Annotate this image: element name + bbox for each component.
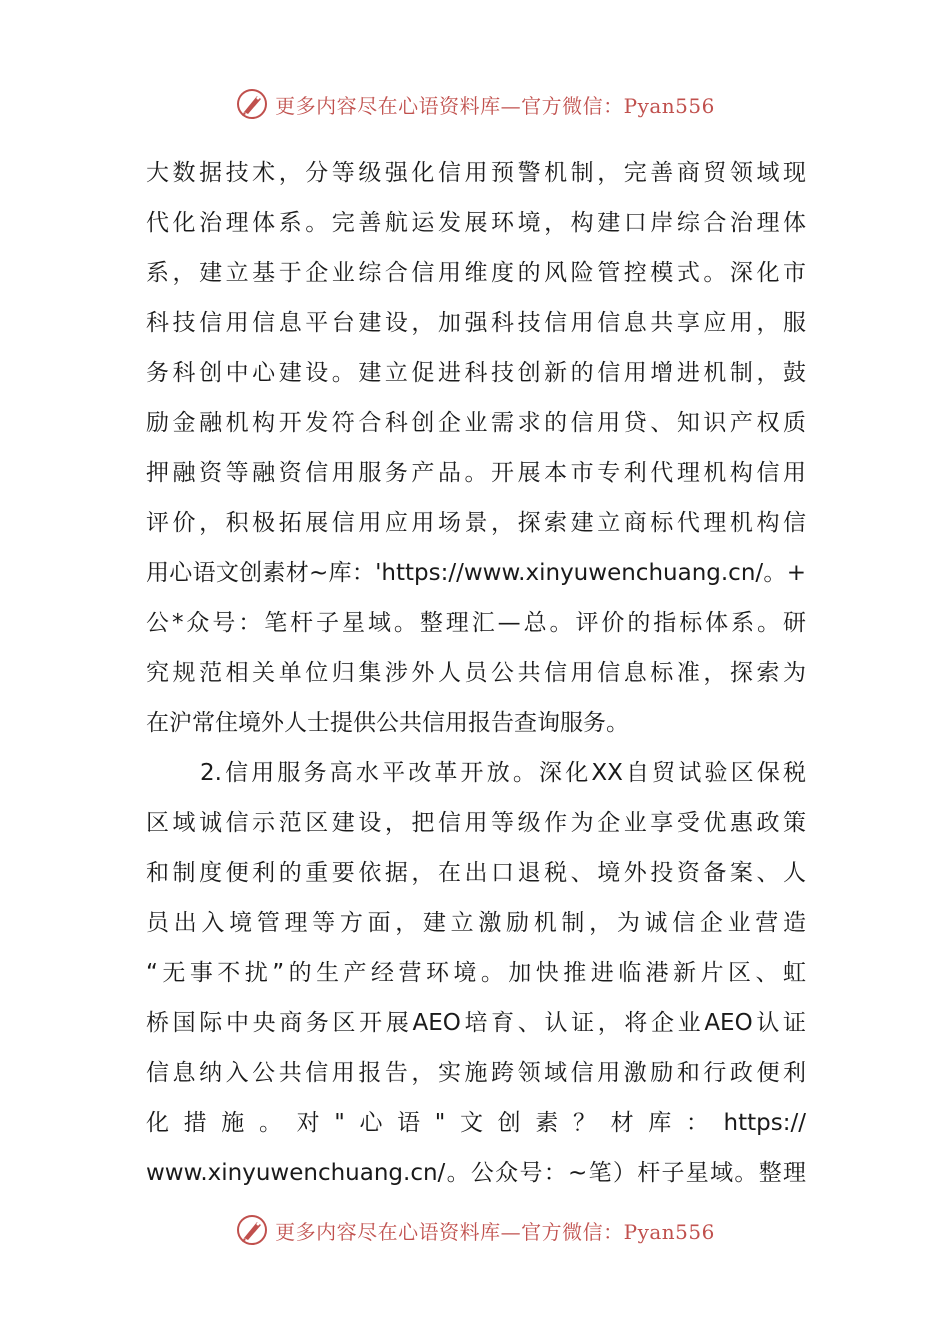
- body-line: 用心语文创素材~库：'https://www.xinyuwenchuang.cn/。+: [146, 560, 806, 586]
- body-line: 公*众号：笔杆子星域。整理汇—总。评价的指标体系。研: [146, 610, 806, 636]
- body-line: www.xinyuwenchuang.cn/。公众号：~笔）杆子星域。整理: [146, 1160, 806, 1186]
- body-line: 和制度便利的重要依据，在出口退税、境外投资备案、人: [146, 860, 806, 886]
- body-line: 在沪常住境外人士提供公共信用报告查询服务。: [146, 710, 629, 736]
- header-banner-text: 更多内容尽在心语资料库—官方微信：Pyan556: [275, 93, 715, 118]
- body-line: 员出入境管理等方面，建立激励机制，为诚信企业营造: [146, 910, 806, 936]
- body-line: 信息纳入公共信用报告，实施跨领域信用激励和行政便利: [146, 1060, 806, 1086]
- body-line: 务科创中心建设。建立促进科技创新的信用增进机制，鼓: [146, 360, 806, 386]
- body-line: 大数据技术，分等级强化信用预警机制，完善商贸领域现: [146, 160, 806, 186]
- body-line: 励金融机构开发符合科创企业需求的信用贷、知识产权质: [146, 410, 806, 436]
- body-line: 桥国际中央商务区开展AEO培育、认证，将企业AEO认证: [146, 1010, 806, 1036]
- document-body: [146, 148, 806, 1198]
- body-line: 系，建立基于企业综合信用维度的风险管控模式。深化市: [146, 260, 806, 286]
- body-line: 化措施。对"心语"文创素？材库：https://: [146, 1110, 806, 1136]
- body-line: 究规范相关单位归集涉外人员公共信用信息标准，探索为: [146, 660, 806, 686]
- footer-banner-text: 更多内容尽在心语资料库—官方微信：Pyan556: [275, 1219, 715, 1244]
- header-banner: [0, 84, 950, 124]
- body-line: 科技信用信息平台建设，加强科技信用信息共享应用，服: [146, 310, 806, 336]
- pen-nib-logo-icon: [235, 1213, 269, 1247]
- pen-nib-logo-icon: [235, 87, 269, 121]
- footer-banner: [0, 1210, 950, 1250]
- body-line: 押融资等融资信用服务产品。开展本市专利代理机构信用: [146, 460, 806, 486]
- body-line: 评价，积极拓展信用应用场景，探索建立商标代理机构信: [146, 510, 806, 536]
- body-line: 代化治理体系。完善航运发展环境，构建口岸综合治理体: [146, 210, 806, 236]
- body-line: 区域诚信示范区建设，把信用等级作为企业享受优惠政策: [146, 810, 806, 836]
- body-line: “无事不扰”的生产经营环境。加快推进临港新片区、虹: [146, 960, 806, 986]
- body-line: 2.信用服务高水平改革开放。深化XX自贸试验区保税: [200, 760, 806, 786]
